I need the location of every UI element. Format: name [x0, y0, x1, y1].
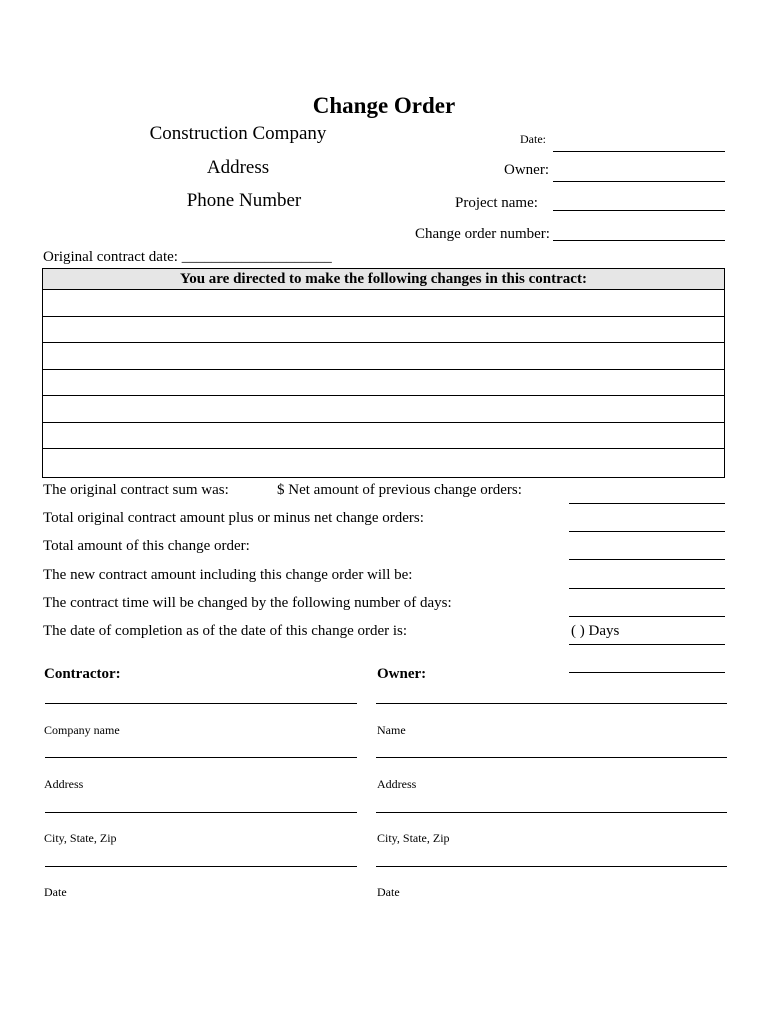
change-order-number-field[interactable]: [553, 240, 725, 241]
completion-date-label: The date of completion as of the date of this change order is:: [43, 623, 408, 639]
changes-row[interactable]: [43, 370, 724, 397]
contractor-date-line[interactable]: [45, 866, 357, 867]
net-previous-label: $ Net amount of previous change orders:: [277, 482, 522, 498]
new-amount-field[interactable]: [569, 588, 725, 589]
owner-date-line[interactable]: [376, 866, 727, 867]
company-address: Address: [206, 157, 270, 178]
this-change-field[interactable]: [569, 559, 725, 560]
contractor-date-label: Date: [44, 885, 67, 899]
owner-field[interactable]: [553, 181, 725, 182]
company-phone: Phone Number: [186, 190, 302, 211]
changes-row[interactable]: [43, 290, 724, 317]
time-change-field[interactable]: [569, 616, 725, 617]
project-name-field[interactable]: [553, 210, 725, 211]
owner-name-line[interactable]: [376, 703, 727, 704]
days-field[interactable]: [569, 644, 725, 645]
change-order-number-label: Change order number:: [415, 226, 550, 242]
time-change-label: The contract time will be changed by the following number of days:: [43, 595, 452, 611]
completion-date-field[interactable]: [569, 672, 725, 673]
changes-table: [42, 268, 725, 478]
contractor-address-label: Address: [44, 777, 84, 791]
owner-address-line[interactable]: [376, 757, 727, 758]
days-label: ( ) Days: [571, 623, 620, 639]
total-original-field[interactable]: [569, 531, 725, 532]
project-name-label: Project name:: [455, 195, 538, 211]
this-change-label: Total amount of this change order:: [43, 538, 250, 554]
contractor-heading: Contractor:: [44, 666, 121, 682]
changes-row[interactable]: [43, 423, 724, 450]
changes-row[interactable]: [43, 449, 724, 476]
changes-row[interactable]: [43, 343, 724, 370]
changes-table-heading: You are directed to make the following changes in this contract:: [43, 269, 724, 290]
owner-city-line[interactable]: [376, 812, 727, 813]
owner-date-label: Date: [377, 885, 400, 899]
contractor-address-line[interactable]: [45, 757, 357, 758]
owner-heading: Owner:: [377, 666, 427, 682]
contractor-city-line[interactable]: [45, 812, 357, 813]
owner-city-label: City, State, Zip: [377, 831, 450, 845]
owner-address-label: Address: [377, 777, 417, 791]
contractor-company-line[interactable]: [45, 703, 357, 704]
original-contract-date: Original contract date: ____________________: [43, 249, 332, 265]
company-name: Construction Company: [149, 123, 327, 144]
date-field[interactable]: [553, 151, 725, 152]
new-amount-label: The new contract amount including this change order will be:: [43, 567, 413, 583]
contractor-company-label: Company name: [44, 723, 120, 737]
changes-row[interactable]: [43, 317, 724, 344]
original-sum-label: The original contract sum was:: [43, 482, 229, 498]
page-title: Change Order: [312, 93, 456, 118]
net-previous-field[interactable]: [569, 503, 725, 504]
owner-name-label: Name: [377, 723, 406, 737]
total-original-label: Total original contract amount plus or minus net change orders:: [43, 510, 424, 526]
contractor-city-label: City, State, Zip: [44, 831, 117, 845]
date-label: Date:: [520, 132, 546, 146]
owner-label: Owner:: [504, 162, 549, 178]
changes-row[interactable]: [43, 396, 724, 423]
